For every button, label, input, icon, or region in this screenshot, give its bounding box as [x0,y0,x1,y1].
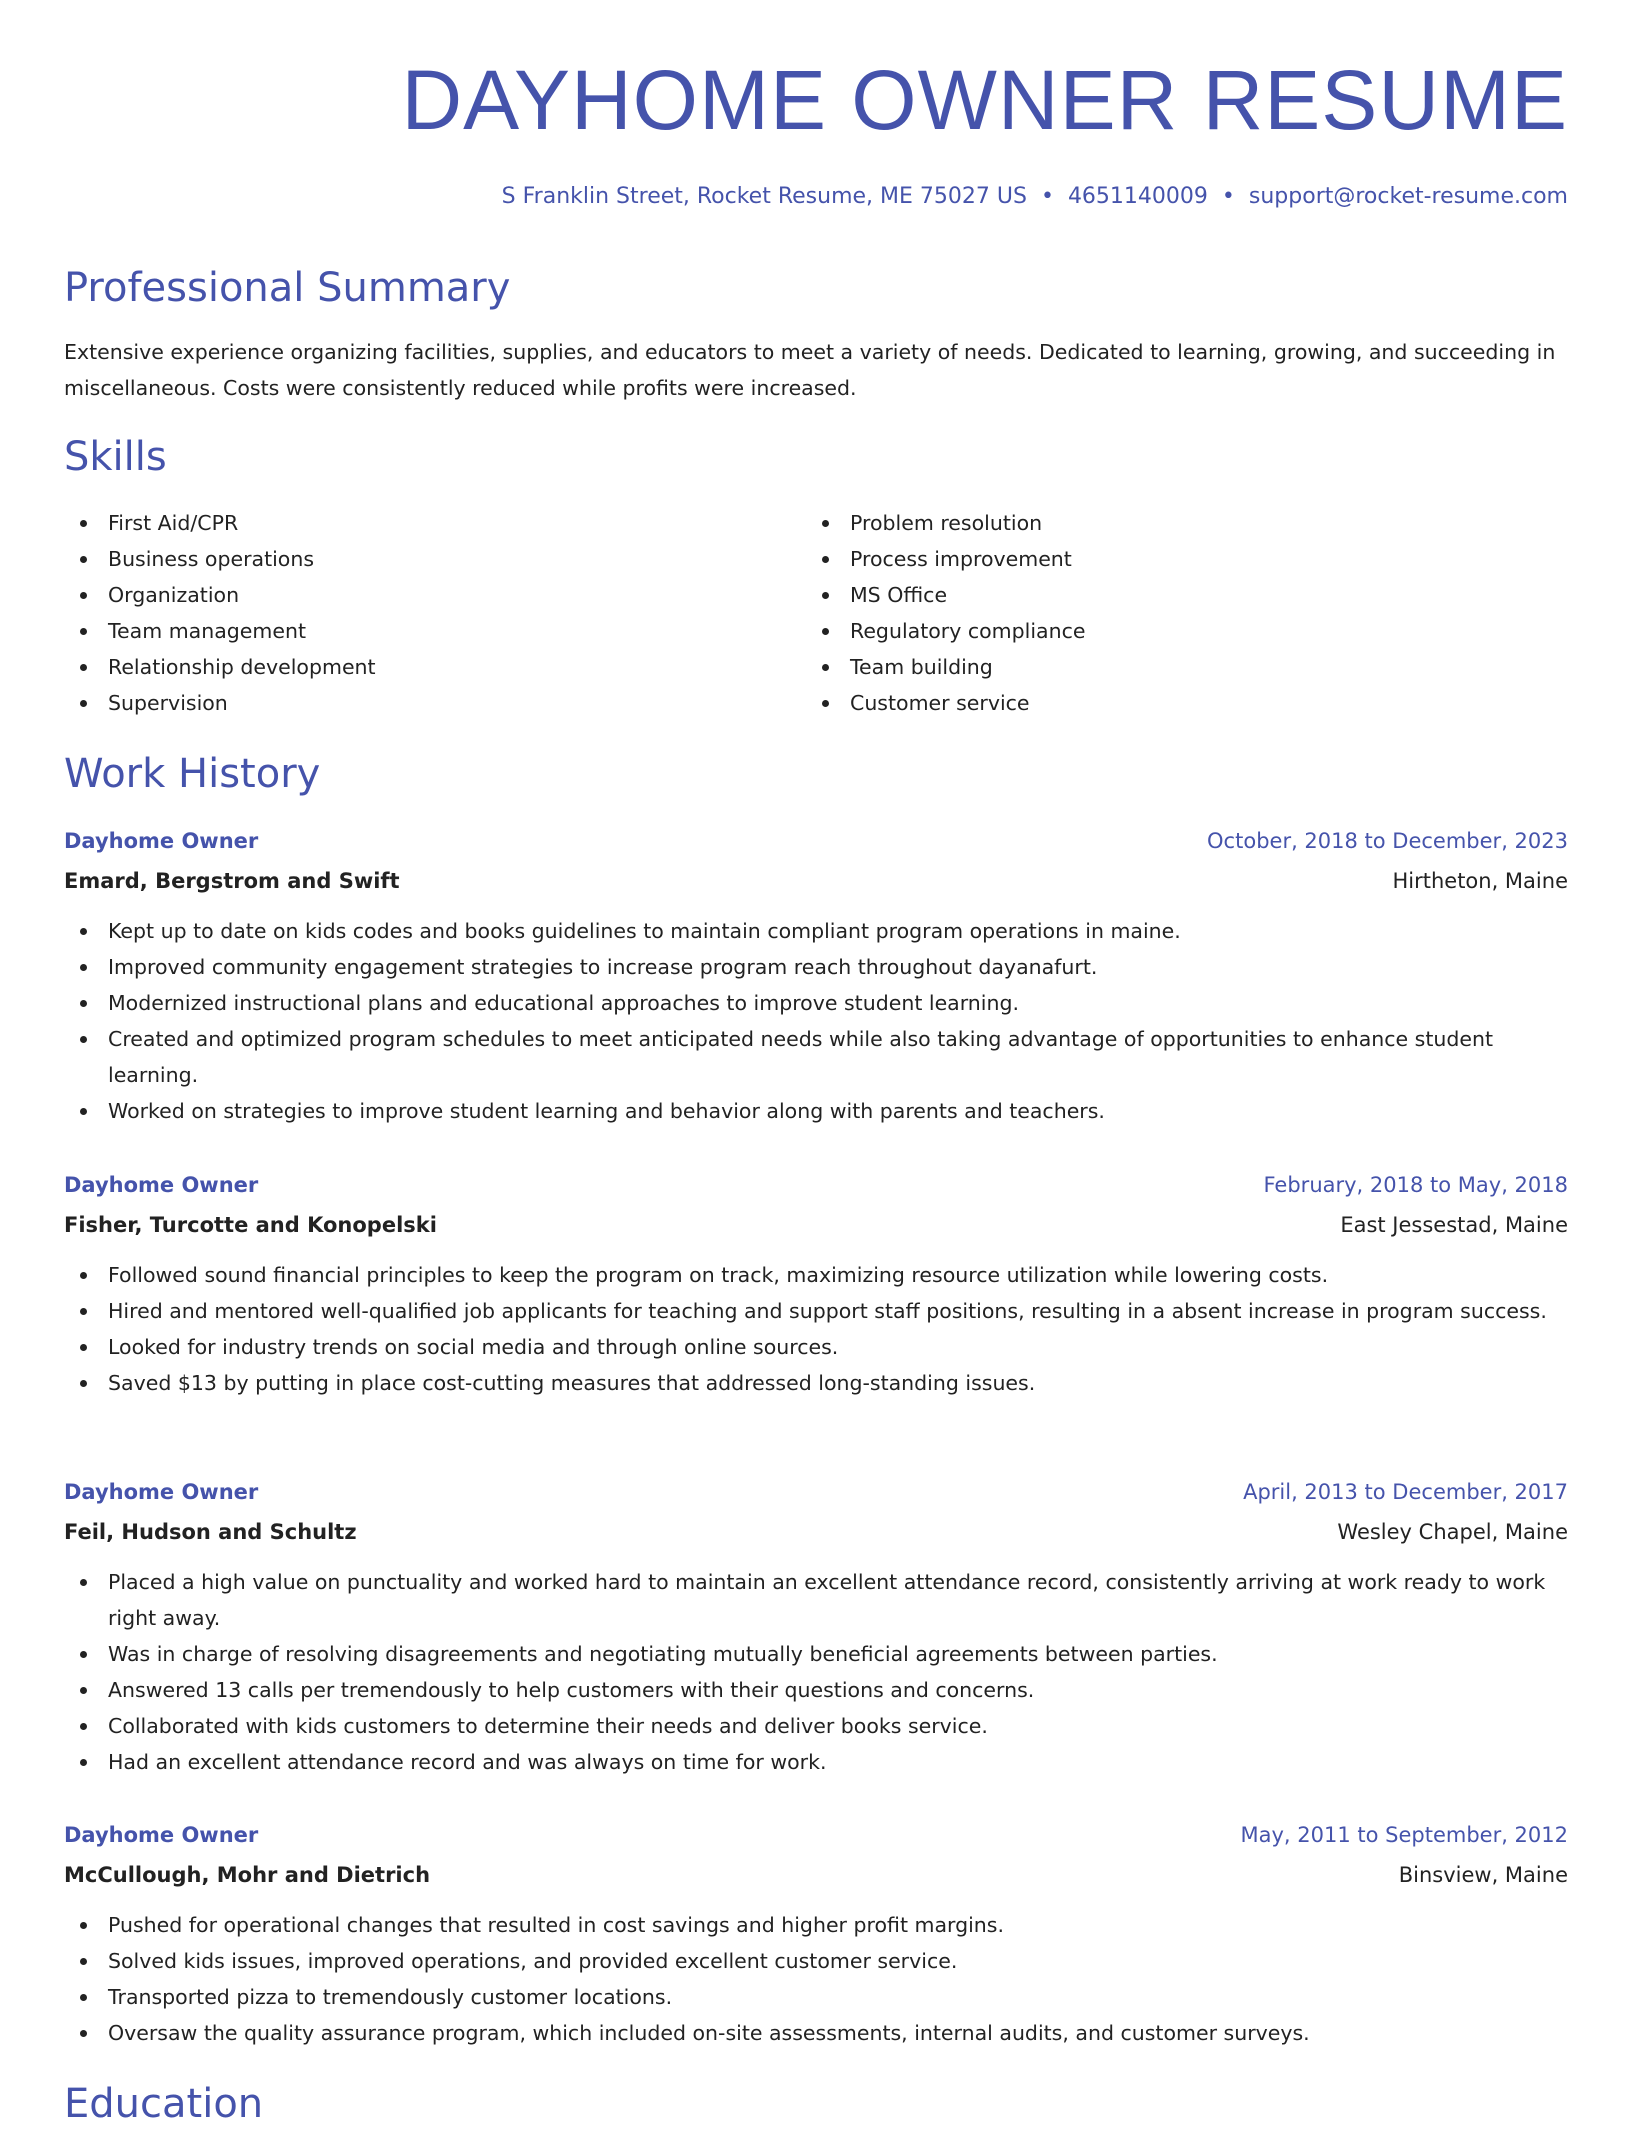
skills-heading: Skills [64,434,167,480]
job-entry [64,821,1568,1129]
job-bullet: Looked for industry trends on social media and through online sources. [64,1329,1568,1365]
skill-item: Relationship development [64,649,764,685]
job-company: Fisher, Turcotte and Konopelski [64,1213,437,1237]
skill-item: Business operations [64,541,764,577]
job-subheader [64,1205,1568,1245]
job-bullet: Improved community engagement strategies to increase program reach throughout dayanafurt. [64,949,1568,985]
job-bullet: Pushed for operational changes that resulted in cost savings and higher profit margins. [64,1907,1568,1943]
job-bullet: Placed a high value on punctuality and worked hard to maintain an excellent attendance record, consistently arriving at work ready to work right away. [64,1564,1568,1636]
skill-item: Customer service [806,685,1506,721]
job-entry [64,1472,1568,1780]
contact-separator: • [1040,184,1054,209]
job-dates: February, 2018 to May, 2018 [1263,1173,1568,1197]
job-dates: April, 2013 to December, 2017 [1243,1480,1568,1504]
skill-item: First Aid/CPR [64,505,764,541]
job-bullet: Had an excellent attendance record and was always on time for work. [64,1744,1568,1780]
job-subheader [64,861,1568,901]
job-bullet: Kept up to date on kids codes and books guidelines to maintain compliant program operations in maine. [64,913,1568,949]
skill-item: Organization [64,577,764,613]
contact-phone: 4651140009 [1067,184,1208,209]
job-company: Emard, Bergstrom and Swift [64,869,400,893]
contact-line [502,180,1568,214]
skill-item: Process improvement [806,541,1506,577]
skill-item: Regulatory compliance [806,613,1506,649]
job-dates: May, 2011 to September, 2012 [1240,1823,1568,1847]
job-subheader [64,1855,1568,1895]
job-bullet: Modernized instructional plans and educational approaches to improve student learning. [64,985,1568,1021]
skill-item: Problem resolution [806,505,1506,541]
job-bullets [64,1907,1568,2051]
job-bullet: Saved $13 by putting in place cost-cutting measures that addressed long-standing issues. [64,1365,1568,1401]
job-dates: October, 2018 to December, 2023 [1207,829,1568,853]
job-bullet: Worked on strategies to improve student learning and behavior along with parents and teachers. [64,1093,1568,1129]
job-header [64,1815,1568,1855]
job-bullet: Hired and mentored well-qualified job applicants for teaching and support staff positions, resulting in a absent increase in program success. [64,1293,1568,1329]
resume-title: DAYHOME OWNER RESUME [401,53,1568,147]
skills-list-left [64,505,764,721]
job-title: Dayhome Owner [64,829,259,853]
skill-item: MS Office [806,577,1506,613]
job-bullets [64,1257,1568,1401]
job-header [64,1472,1568,1512]
job-bullet: Created and optimized program schedules to meet anticipated needs while also taking advantage of opportunities to enhance student learning. [64,1021,1568,1093]
job-title: Dayhome Owner [64,1823,259,1847]
job-bullets [64,1564,1568,1780]
job-bullet: Answered 13 calls per tremendously to help customers with their questions and concerns. [64,1672,1568,1708]
job-title: Dayhome Owner [64,1480,259,1504]
contact-email[interactable]: support@rocket-resume.com [1248,184,1568,209]
job-company: McCullough, Mohr and Dietrich [64,1863,431,1887]
job-location: East Jessestad, Maine [1340,1213,1568,1237]
job-header [64,1165,1568,1205]
job-location: Wesley Chapel, Maine [1337,1520,1568,1544]
job-company: Feil, Hudson and Schultz [64,1520,357,1544]
contact-address: S Franklin Street, Rocket Resume, ME 75027 US [501,184,1027,209]
job-bullet: Transported pizza to tremendously customer locations. [64,1979,1568,2015]
job-bullet: Followed sound financial principles to keep the program on track, maximizing resource utilization while lowering costs. [64,1257,1568,1293]
job-bullet: Oversaw the quality assurance program, which included on-site assessments, internal audits, and customer surveys. [64,2015,1568,2051]
skill-item: Supervision [64,685,764,721]
education-heading: Education [64,2081,264,2127]
summary-text: Extensive experience organizing facilities, supplies, and educators to meet a variety of needs. Dedicated to learning, growing, and succeeding in miscellaneous. Costs were consistently reduced while profits were increased. [64,340,1556,400]
work-history-heading: Work History [64,751,321,797]
job-header [64,821,1568,861]
job-entry [64,1815,1568,2051]
job-location: Hirtheton, Maine [1392,869,1568,893]
job-entry [64,1165,1568,1401]
job-title: Dayhome Owner [64,1173,259,1197]
job-bullet: Was in charge of resolving disagreements and negotiating mutually beneficial agreements between parties. [64,1636,1568,1672]
job-bullets [64,913,1568,1129]
contact-separator: • [1221,184,1235,209]
skills-list-right [806,505,1506,721]
skill-item: Team building [806,649,1506,685]
job-bullet: Solved kids issues, improved operations, and provided excellent customer service. [64,1943,1568,1979]
summary-heading: Professional Summary [64,265,511,311]
job-bullet: Collaborated with kids customers to determine their needs and deliver books service. [64,1708,1568,1744]
skill-item: Team management [64,613,764,649]
job-location: Binsview, Maine [1398,1863,1568,1887]
job-subheader [64,1512,1568,1552]
